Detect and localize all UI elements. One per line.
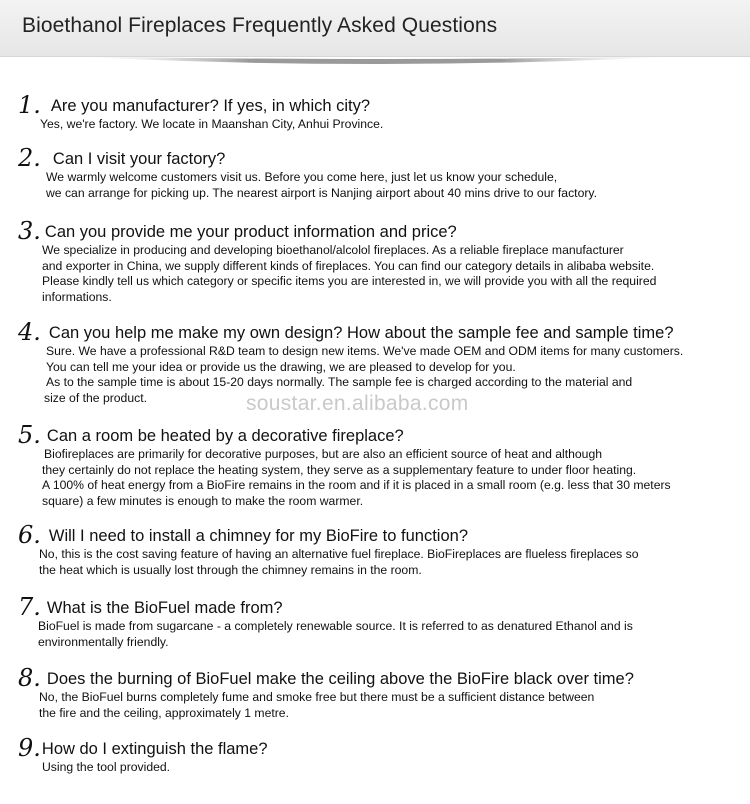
faq-number: 9. bbox=[18, 734, 41, 762]
faq-question: Can I visit your factory? bbox=[52, 150, 226, 168]
faq-answer bbox=[18, 117, 742, 133]
faq-item-9 bbox=[18, 734, 742, 776]
faq-number: 7. bbox=[18, 593, 41, 621]
faq-item-3 bbox=[18, 217, 742, 305]
answer-line: the heat which is usually lost through the chimney remains in the room. bbox=[39, 562, 422, 577]
faq-number: 4. bbox=[18, 318, 41, 346]
answer-line: Using the tool provided. bbox=[42, 760, 171, 774]
faq-item-4 bbox=[18, 318, 742, 406]
faq-question: Can you help me make my own design? How about the sample fee and sample time? bbox=[48, 324, 674, 342]
faq-number: 8. bbox=[18, 664, 41, 692]
faq-question: How do I extinguish the flame? bbox=[41, 740, 268, 758]
answer-line: the fire and the ceiling, approximately 1 metre. bbox=[39, 705, 289, 720]
faq-item-1 bbox=[18, 91, 742, 133]
watermark: soustar.en.alibaba.com bbox=[246, 392, 469, 415]
faq-answer bbox=[18, 344, 742, 406]
answer-line: No, the BioFuel burns completely fume and smoke free but there must be a sufficient distance between bbox=[39, 690, 595, 704]
faq-number: 5. bbox=[18, 421, 41, 449]
answer-line: we can arrange for picking up. The nearest airport is Nanjing airport about 40 mins drive to our factory. bbox=[46, 185, 597, 200]
faq-number: 1. bbox=[18, 91, 41, 119]
answer-line: environmentally friendly. bbox=[38, 634, 169, 649]
faq-answer bbox=[18, 760, 742, 776]
faq-answer bbox=[18, 243, 742, 305]
header-swoosh-decoration bbox=[0, 52, 750, 76]
answer-line: We warmly welcome customers visit us. Before you come here, just let us know your schedule, bbox=[46, 170, 558, 184]
answer-line: size of the product. bbox=[44, 390, 147, 405]
faq-answer bbox=[18, 547, 742, 578]
faq-item-7 bbox=[18, 593, 742, 650]
faq-question: Will I need to install a chimney for my BioFire to function? bbox=[48, 527, 468, 545]
page-header bbox=[0, 0, 750, 57]
page-title: Bioethanol Fireplaces Frequently Asked Questions bbox=[22, 14, 498, 37]
faq-answer bbox=[18, 619, 742, 650]
answer-line: informations. bbox=[42, 289, 112, 304]
answer-line: A 100% of heat energy from a BioFire remains in the room and if it is placed in a small room (e.g. less that 30 meters bbox=[42, 478, 671, 492]
faq-question: Can a room be heated by a decorative fireplace? bbox=[46, 427, 404, 445]
answer-line: they certainly do not replace the heating system, they serve as a supplementary feature to under floor heating. bbox=[42, 462, 637, 477]
answer-line: Sure. We have a professional R&D team to design new items. We've made OEM and ODM items for many customers. bbox=[46, 344, 684, 358]
faq-number: 2. bbox=[18, 144, 41, 172]
answer-line: We specialize in producing and developing bioethanol/alcolol fireplaces. As a reliable fireplace manufacturer bbox=[42, 243, 624, 257]
faq-number: 6. bbox=[18, 521, 41, 549]
faq-question: What is the BioFuel made from? bbox=[46, 599, 283, 617]
faq-item-8 bbox=[18, 664, 742, 721]
faq-answer bbox=[18, 447, 742, 509]
answer-line: Biofireplaces are primarily for decorative purposes, but are also an efficient source of heat and although bbox=[44, 447, 603, 461]
faq-number: 3. bbox=[18, 217, 41, 245]
faq-item-2 bbox=[18, 144, 742, 201]
answer-line: Yes, we're factory. We locate in Maanshan City, Anhui Province. bbox=[40, 117, 384, 131]
answer-line: No, this is the cost saving feature of having an alternative fuel fireplace. BioFireplaces are flueless fireplaces so bbox=[39, 547, 639, 561]
answer-line: square) a few minutes is enough to make the room warmer. bbox=[42, 493, 364, 508]
faq-item-6 bbox=[18, 521, 742, 578]
faq-answer bbox=[18, 690, 742, 721]
faq-question: Does the burning of BioFuel make the ceiling above the BioFire black over time? bbox=[46, 670, 634, 688]
faq-answer bbox=[18, 170, 742, 201]
answer-line: You can tell me your idea or provide us the drawing, we are pleased to develop for you. bbox=[46, 359, 516, 374]
faq-item-5 bbox=[18, 421, 742, 509]
answer-line: and exporter in China, we supply different kinds of fireplaces. You can find our category details in alibaba website. bbox=[42, 258, 655, 273]
answer-line: BioFuel is made from sugarcane - a completely renewable source. It is referred to as denatured Ethanol and is bbox=[38, 619, 633, 633]
answer-line: Please kindly tell us which category or specific items you are interested in, we will provide you with all the required bbox=[42, 274, 657, 288]
faq-question: Are you manufacturer? If yes, in which city? bbox=[50, 97, 371, 115]
answer-line: As to the sample time is about 15-20 days normally. The sample fee is charged according to the material and bbox=[46, 375, 633, 389]
faq-question: Can you provide me your product information and price? bbox=[44, 223, 457, 241]
